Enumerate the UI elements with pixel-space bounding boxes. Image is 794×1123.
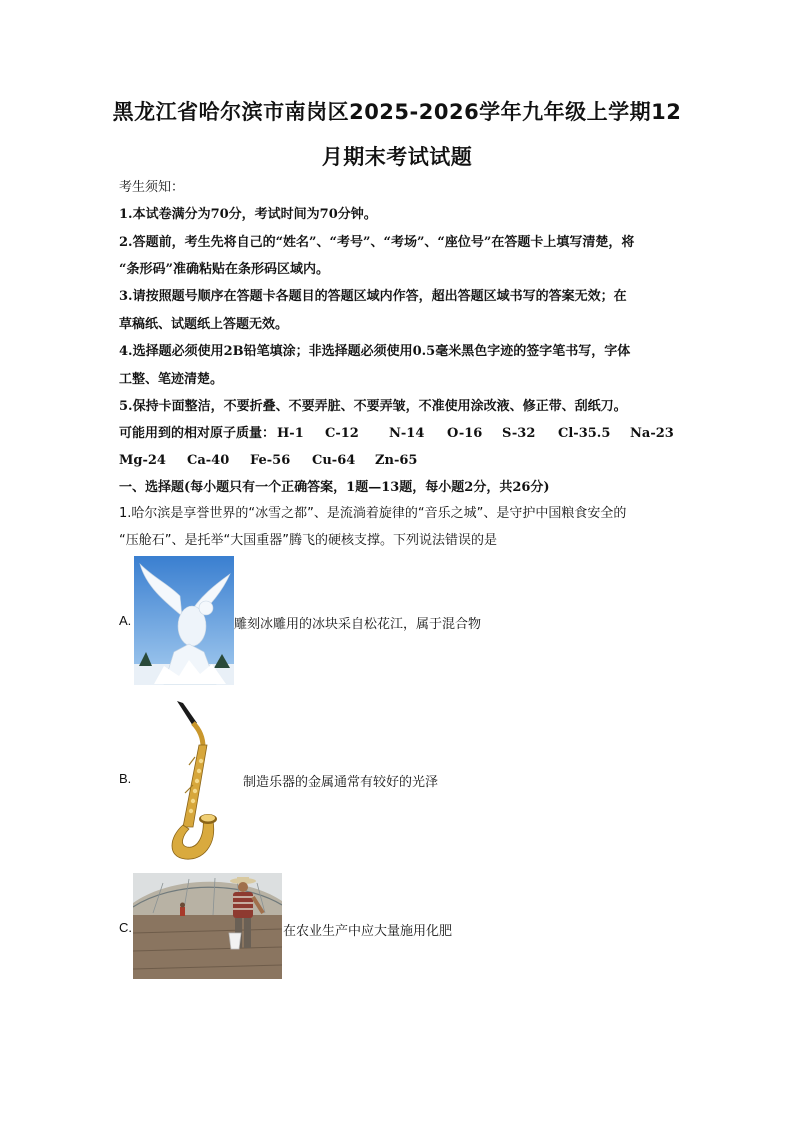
atomic-masses-row-1 <box>119 425 679 443</box>
mass-c: C-12 <box>325 426 359 441</box>
option-c-label: C. <box>119 920 132 935</box>
farmer-fertilizing-image <box>133 873 282 979</box>
mass-ca: Ca-40 <box>187 453 230 468</box>
mass-s: S-32 <box>502 426 536 441</box>
mass-h: H-1 <box>277 426 304 441</box>
saxophone-image <box>153 699 223 862</box>
notice-item-1: 1.本试卷满分为70分，考试时间为70分钟。 <box>119 207 377 222</box>
mass-fe: Fe-56 <box>250 453 291 468</box>
mass-cu: Cu-64 <box>312 453 356 468</box>
mass-mg: Mg-24 <box>119 453 166 468</box>
mass-zn: Zn-65 <box>375 453 418 468</box>
ice-sculpture-eagle-image <box>134 556 234 685</box>
notice-item-3-cont: 草稿纸、试题纸上答题无效。 <box>119 317 289 332</box>
notice-item-2: 2.答题前，考生先将自己的“姓名”、“考号”、“考场”、“座位号”在答题卡上填写清楚，将 <box>119 235 635 250</box>
notice-item-2-cont: “条形码”准确粘贴在条形码区域内。 <box>119 262 329 277</box>
exam-title-line-2: 月期末考试试题 <box>321 145 473 169</box>
option-b-label: B. <box>119 771 132 786</box>
section-1-heading: 一、选择题(每小题只有一个正确答案，1题—13题，每小题2分，共26分) <box>119 480 550 495</box>
question-1-stem-line-2: “压舱石”、是托举“大国重器”腾飞的硬核支撑。下列说法错误的是 <box>119 533 497 548</box>
notice-item-5: 5.保持卡面整洁，不要折叠、不要弄脏、不要弄皱，不准使用涂改液、修正带、刮纸刀。 <box>119 399 627 414</box>
mass-o: O-16 <box>447 426 483 441</box>
notice-item-4-cont: 工整、笔迹清楚。 <box>119 372 224 387</box>
notice-item-4: 4.选择题必须使用2B铅笔填涂；非选择题必须使用0.5毫米黑色字迹的签字笔书写，字体 <box>119 344 631 359</box>
question-1-stem-line-1: 1.哈尔滨是享誉世界的“冰雪之都”、是流淌着旋律的“音乐之城”、是守护中国粮食安全的 <box>119 506 627 521</box>
notice-heading: 考生须知： <box>119 180 185 195</box>
mass-na: Na-23 <box>630 426 674 441</box>
option-c-text: 在农业生产中应大量施用化肥 <box>283 924 453 939</box>
option-a-text: 雕刻冰雕用的冰块采自松花江，属于混合物 <box>234 617 482 632</box>
option-a-label: A. <box>119 613 132 628</box>
atomic-masses-label: 可能用到的相对原子质量： <box>119 426 276 441</box>
mass-cl: Cl-35.5 <box>558 426 611 441</box>
exam-title-line-1: 黑龙江省哈尔滨市南岗区2025-2026学年九年级上学期12 <box>112 100 682 124</box>
mass-n: N-14 <box>389 426 425 441</box>
option-b-text: 制造乐器的金属通常有较好的光泽 <box>243 775 439 790</box>
notice-item-3: 3.请按照题号顺序在答题卡各题目的答题区域内作答，超出答题区域书写的答案无效；在 <box>119 289 627 304</box>
atomic-masses-row-2 <box>119 452 679 470</box>
